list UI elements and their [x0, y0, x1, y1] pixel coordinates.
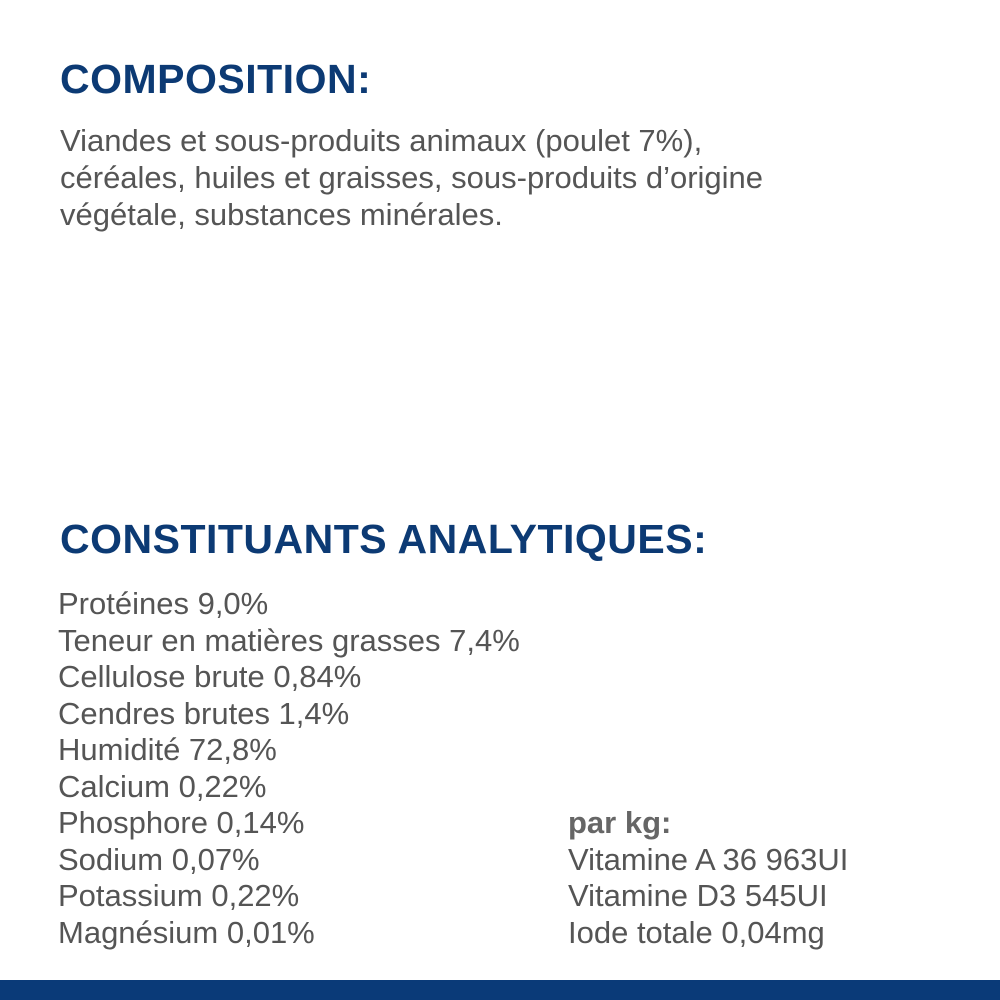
constituent-item: Teneur en matières grasses 7,4% [58, 622, 520, 658]
constituent-item: Humidité 72,8% [58, 732, 277, 767]
constituent-item: Potassium 0,22% [58, 878, 300, 913]
constituent-item: Phosphore 0,14% [58, 805, 305, 840]
composition-text [60, 122, 763, 233]
constituent-item: Magnésium 0,01% [58, 914, 315, 950]
constituent-item: Calcium 0,22% [58, 768, 267, 804]
constituents-heading: CONSTITUANTS ANALYTIQUES: [60, 516, 708, 562]
per-kg-list [568, 804, 848, 950]
per-kg-item: Vitamine D3 545UI [568, 878, 828, 913]
constituent-item: Cendres brutes 1,4% [58, 695, 350, 731]
composition-line: céréales, huiles et graisses, sous-produits d’origine [60, 160, 764, 195]
footer-bar [0, 980, 1000, 1000]
constituent-item: Protéines 9,0% [58, 586, 269, 621]
per-kg-item: Vitamine A 36 963UI [568, 841, 849, 877]
composition-line: végétale, substances minérales. [60, 197, 503, 232]
composition-line: Viandes et sous-produits animaux (poulet 7%), [60, 123, 703, 158]
constituent-item: Cellulose brute 0,84% [58, 659, 362, 694]
constituent-item: Sodium 0,07% [58, 841, 260, 877]
per-kg-item: Iode totale 0,04mg [568, 914, 825, 950]
per-kg-label: par kg: [568, 805, 672, 840]
composition-heading: COMPOSITION: [60, 56, 372, 102]
constituents-list [58, 585, 520, 950]
